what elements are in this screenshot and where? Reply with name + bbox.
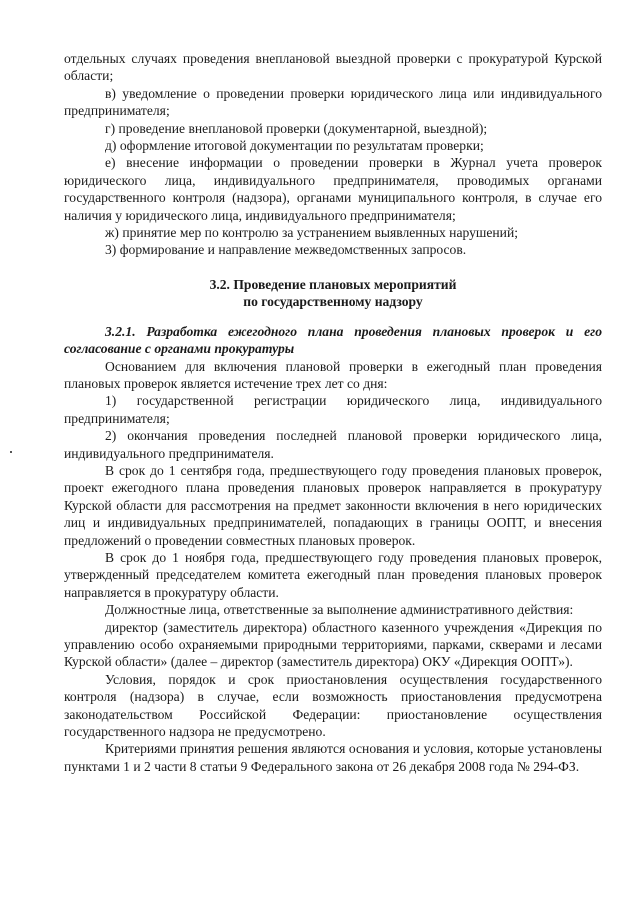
document-page — [64, 50, 602, 775]
list-item-v: в) уведомление о проведении проверки юридического лица или индивидуального предпринимателя; — [64, 85, 602, 119]
list-item-g: г) проведение внеплановой проверки (документарной, выездной); — [105, 120, 488, 136]
paragraph-officials: Должностные лица, ответственные за выполнение административного действия: — [105, 602, 574, 618]
paragraph-item-2: 2) окончания проведения последней плановой проверки юридического лица, индивидуального предпринимателя. — [64, 428, 602, 461]
paragraph-criteria: Критериями принятия решения являются основания и условия, которые установлены пунктами 1 и 2 части 8 статьи 9 Федерального закона от 26 декабря 2008 года № 294-ФЗ. — [64, 741, 602, 774]
scan-artifact-dot — [10, 451, 12, 453]
list-item-zh: ж) принятие мер по контролю за устранением выявленных нарушений; — [105, 225, 519, 241]
paragraph-continuation: отдельных случаях проведения внеплановой выездной проверки с прокуратурой Курской области; — [64, 51, 602, 84]
paragraph-november: В срок до 1 ноября года, предшествующего году проведения плановых проверок, утвержденный председателем комитета ежегодный план проведения плановых проверок направляется в прокуратуру области. — [64, 549, 602, 600]
paragraph-item-1: 1) государственной регистрации юридического лица, индивидуального предпринимателя; — [64, 393, 602, 426]
section-heading-line1: 3.2. Проведение плановых мероприятий — [209, 276, 457, 292]
list-item-e: е) внесение информации о проведении проверки в Журнал учета проверок юридического лица, индивидуального предпринимателя, проводимых органами государственного контроля (надзора), органами муниципального контроля, в случае его наличия у юридического лица, индивидуального предпринимателя; — [64, 155, 602, 223]
list-item-3: 3) формирование и направление межведомственных запросов. — [105, 242, 467, 258]
paragraph-basis: Основанием для включения плановой проверки в ежегодный план проведения плановых проверок является истечение трех лет со дня: — [64, 358, 602, 391]
paragraph-suspension: Условия, порядок и срок приостановления осуществления государственного контроля (надзора) в случае, если возможность приостановления предусмотрена законодательством Российской Федерации: приостановление осуществления государственного надзора не предусмотрено. — [64, 671, 602, 740]
list-item-d: д) оформление итоговой документации по результатам проверки; — [105, 138, 484, 154]
paragraph-director: директор (заместитель директора) областного казенного учреждения «Дирекция по управлению особо охраняемыми природными территориями, парками, скверами и лесами Курской области» (далее – директор (заместитель директора) ОКУ «Дирекция ООПТ»). — [64, 619, 602, 670]
paragraph-september: В срок до 1 сентября года, предшествующего году проведения плановых проверок, проект ежегодного плана проведения плановых проверок направляется в прокуратуру Курской области для рассмотрения на предмет законности включения в него юридических лиц и индивидуальных предпринимателей, попадающих в границы ООПТ, и внесения предложений о проведении совместных плановых проверок. — [64, 462, 602, 548]
section-heading-line2: по государственному надзору — [243, 294, 423, 310]
subsection-heading: 3.2.1. Разработка ежегодного плана проведения плановых проверок и его согласование с органами прокуратуры — [64, 323, 602, 357]
